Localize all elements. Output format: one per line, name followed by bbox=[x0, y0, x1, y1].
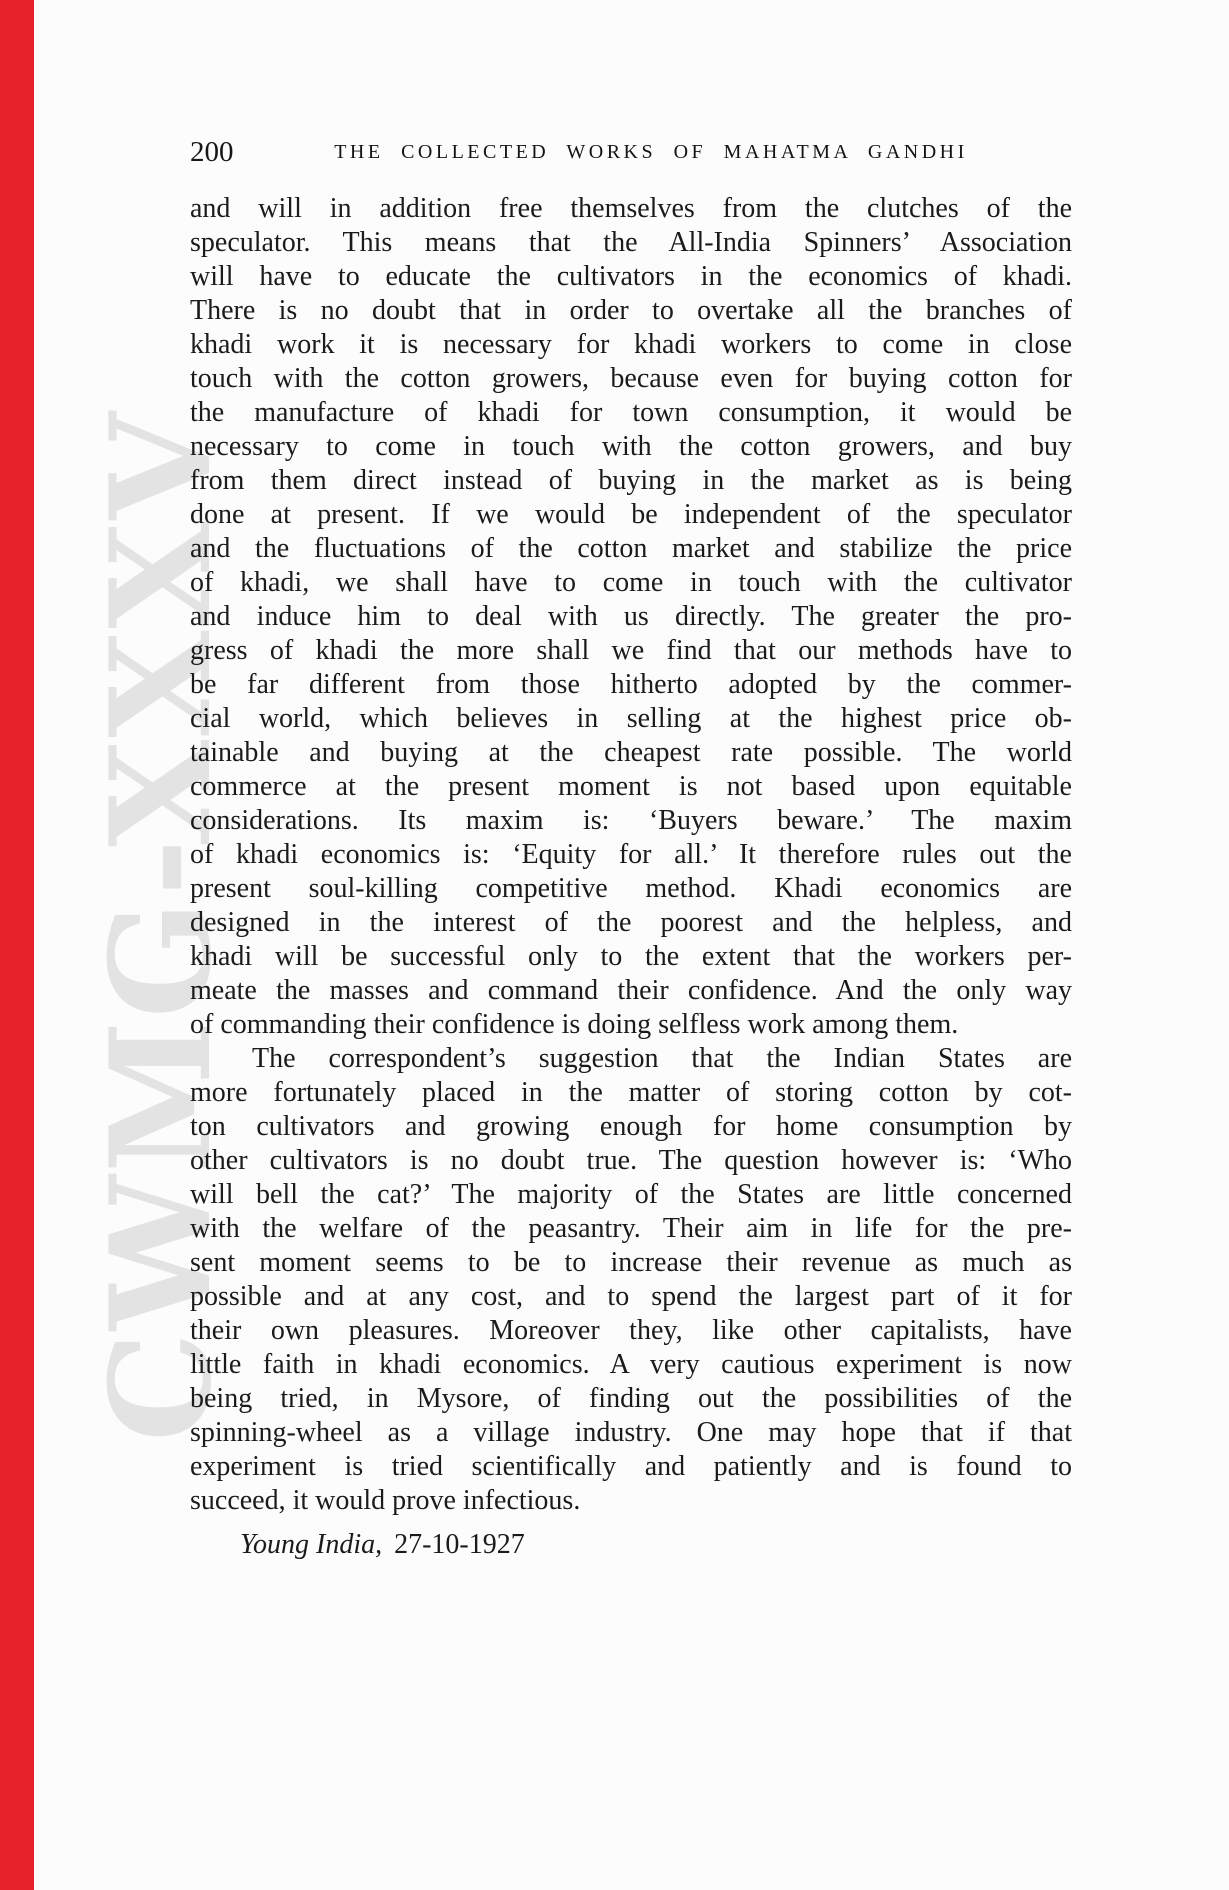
text-line: of khadi, we shall have to come in touch with the cultivator bbox=[190, 567, 1072, 598]
text-line: considerations. Its maxim is: ‘Buyers beware.’ The maxim bbox=[190, 805, 1072, 836]
text-line: will bell the cat?’ The majority of the States are little concerned bbox=[190, 1179, 1072, 1210]
text-line: The correspondent’s suggestion that the Indian States are bbox=[252, 1043, 1072, 1074]
text-line: other cultivators is no doubt true. The question however is: ‘Who bbox=[190, 1145, 1072, 1176]
page-content bbox=[190, 138, 1072, 1562]
text-line: little faith in khadi economics. A very cautious experiment is now bbox=[190, 1349, 1072, 1380]
citation-date: 27-10-1927 bbox=[394, 1529, 525, 1560]
text-line: possible and at any cost, and to spend the largest part of it for bbox=[190, 1281, 1072, 1312]
text-line: with the welfare of the peasantry. Their aim in life for the pre- bbox=[190, 1213, 1072, 1244]
text-line: commerce at the present moment is not based upon equitable bbox=[190, 771, 1072, 802]
text-line: and will in addition free themselves from the clutches of the bbox=[190, 193, 1072, 224]
text-line: sent moment seems to be to increase their revenue as much as bbox=[190, 1247, 1072, 1278]
left-edge-red-stripe bbox=[0, 0, 34, 1890]
paragraph-1 bbox=[190, 192, 1072, 1042]
text-line: done at present. If we would be independent of the speculator bbox=[190, 499, 1072, 530]
text-line: spinning-wheel as a village industry. One may hope that if that bbox=[190, 1417, 1072, 1448]
page-number: 200 bbox=[190, 136, 234, 168]
text-line: experiment is tried scientifically and patiently and is found to bbox=[190, 1451, 1072, 1482]
text-line: and induce him to deal with us directly. The greater the pro- bbox=[190, 601, 1072, 632]
citation-source: Young India, bbox=[240, 1529, 383, 1560]
page-header bbox=[190, 138, 1072, 166]
text-line: succeed, it would prove infectious. bbox=[190, 1485, 581, 1516]
text-line: their own pleasures. Moreover they, like other capitalists, have bbox=[190, 1315, 1072, 1346]
text-line: There is no doubt that in order to overtake all the branches of bbox=[190, 295, 1072, 326]
text-line: designed in the interest of the poorest and the helpless, and bbox=[190, 907, 1072, 938]
text-line: khadi work it is necessary for khadi workers to come in close bbox=[190, 329, 1072, 360]
text-line: being tried, in Mysore, of finding out the possibilities of the bbox=[190, 1383, 1072, 1414]
text-line: more fortunately placed in the matter of storing cotton by cot- bbox=[190, 1077, 1072, 1108]
text-line: tainable and buying at the cheapest rate possible. The world bbox=[190, 737, 1072, 768]
text-line: necessary to come in touch with the cotton growers, and buy bbox=[190, 431, 1072, 462]
text-line: of commanding their confidence is doing selfless work among them. bbox=[190, 1009, 959, 1040]
text-line: speculator. This means that the All-India Spinners’ Association bbox=[190, 227, 1072, 258]
text-line: touch with the cotton growers, because even for buying cotton for bbox=[190, 363, 1072, 394]
text-line: be far different from those hitherto adopted by the commer- bbox=[190, 669, 1072, 700]
text-line: gress of khadi the more shall we find that our methods have to bbox=[190, 635, 1072, 666]
citation-line bbox=[190, 1528, 1072, 1562]
text-line: the manufacture of khadi for town consumption, it would be bbox=[190, 397, 1072, 428]
text-line: khadi will be successful only to the extent that the workers per- bbox=[190, 941, 1072, 972]
text-line: and the fluctuations of the cotton market and stabilize the price bbox=[190, 533, 1072, 564]
paragraph-2 bbox=[190, 1042, 1072, 1518]
text-line: from them direct instead of buying in the market as is being bbox=[190, 465, 1072, 496]
watermark-volume-text: CWMG-XXXV bbox=[79, 410, 242, 1442]
text-line: will have to educate the cultivators in the economics of khadi. bbox=[190, 261, 1072, 292]
running-title: THE COLLECTED WORKS OF MAHATMA GANDHI bbox=[334, 141, 968, 163]
text-line: meate the masses and command their confidence. And the only way bbox=[190, 975, 1072, 1006]
text-line: cial world, which believes in selling at the highest price ob- bbox=[190, 703, 1072, 734]
text-line: present soul-killing competitive method. Khadi economics are bbox=[190, 873, 1072, 904]
text-line: of khadi economics is: ‘Equity for all.’ It therefore rules out the bbox=[190, 839, 1072, 870]
text-line: ton cultivators and growing enough for home consumption by bbox=[190, 1111, 1072, 1142]
